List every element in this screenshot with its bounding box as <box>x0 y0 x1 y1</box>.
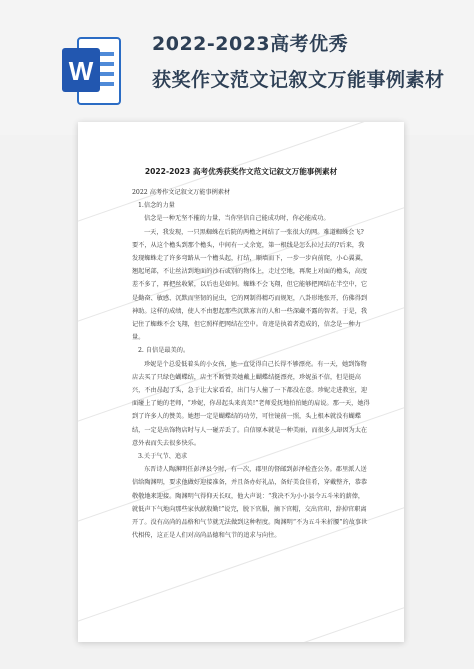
body-paragraph: 东晋诗人陶渊明任彭泽县令时，有一次，郡里的督邮到彭泽检查公务。郡里派人送信给陶渊明，要求他做好迎接准备，并且备办好礼品，备好美食佳肴，穿戴整齐，恭恭敬敬地来迎接。陶渊明气得仰天长叹，他大声说：“我决不为小小县令五斗米的薪俸，就低声下气地向那些家伙献殷勤!”说完，脱下官服，摘下官帽，交出官印，辞掉官职离开了。没有高尚的品格和气节就无法做到这种程度。陶渊明“不为五斗米折腰”的故事世代相传，这正是人们对高尚品德和气节的追求与向往。 <box>132 466 368 540</box>
section-heading: 2. 自信是最美的。 <box>138 347 190 355</box>
document-body <box>132 186 370 542</box>
page-title-line-2: 获奖作文范文记叙文万能事例素材 <box>152 69 445 91</box>
section-heading: 1.信念的力量 <box>138 202 175 210</box>
word-document-icon <box>60 34 122 108</box>
body-paragraph: 珍妮是个总爱低着头的小女孩，她一直觉得自己长得不够漂亮。有一天，她到饰物店去买了只绿色蝴蝶结，店主不断赞美她戴上蝴蝶结挺漂亮，珍妮虽不信，但是挺高兴，不由昂起了头，急于让大家看看，出门与人撞了一下都没在意。珍妮走进教室，迎面碰上了她的老师，“珍妮，你昂起头来真美!”老师爱抚地拍拍她的肩说。那一天，她得到了许多人的赞美。她想一定是蝴蝶结的功劳，可往镜前一照，头上根本就没有蝴蝶结，一定是出饰物店时与人一碰弄丢了。自信原本就是一种美丽，而很多人却因为太在意外表而失去很多快乐。 <box>132 360 370 447</box>
word-icon-letter: W <box>68 56 94 86</box>
header-banner <box>0 0 474 135</box>
doc-subtitle: 2022 高考作文记叙文万能事例素材 <box>132 189 231 196</box>
page-title <box>152 26 462 98</box>
body-paragraph: 一天，我发现，一只黑蜘蛛在后院的两檐之间结了一张很大的网。难道蜘蛛会飞?要不，从这个檐头到那个檐头，中间有一丈余宽，第一根线是怎么拉过去的?后来，我发现蜘蛛走了许多弯路从一个檐头起，打结，顺墙而下，一步一步向前爬，小心翼翼，翘起尾部，不让丝沾到地面的沙石或别的物体上，走过空地，再爬上对面的檐头，高度差不多了，再把丝收紧，以后也是如何。蜘蛛不会飞翔，但它能够把网结在半空中，它是勤奋、敏感、沉默而坚韧的昆虫，它的网制得精巧而规矩，八卦形地张开，仿佛得到神助。这样的成绩，使人不由想起那些沉默寡言的人和一些深藏不露的智者。于是，我记住了蜘蛛不会飞翔，但它照样把网结在空中。奇迹是执着者造成的，信念是一种力量。 <box>132 228 368 342</box>
section-heading: 3.关于气节、追求 <box>138 453 188 461</box>
body-paragraph: 信念是一种无坚不摧的力量，当你坚信自己能成功时，你必能成功。 <box>144 215 330 223</box>
page-title-line-1: 2022-2023高考优秀 <box>152 33 349 55</box>
document-title: 2022-2023 高考优秀获奖作文范文记叙文万能事例素材 <box>144 167 338 176</box>
document-page <box>78 122 404 642</box>
